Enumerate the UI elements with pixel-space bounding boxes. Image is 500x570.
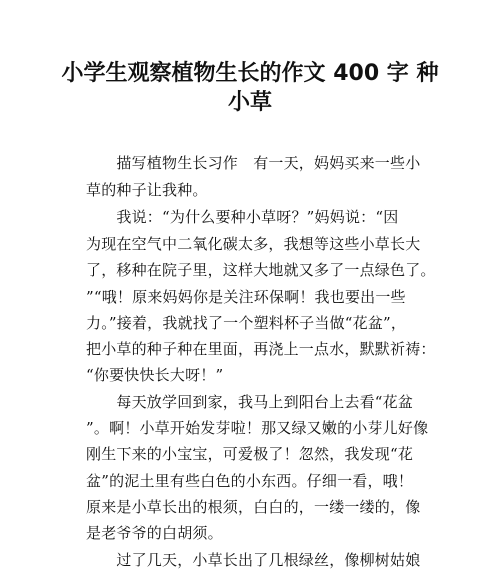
- body-text-line: “你要快快长大呀！”: [86, 366, 224, 384]
- body-text-line: 把小草的种子种在里面，再浇上一点水，默默祈祷：: [86, 340, 436, 358]
- body-text-line: ”“哦！原来妈妈你是关注环保啊！我也要出一些: [86, 288, 406, 306]
- body-text-line: 是老爷爷的白胡须。: [86, 524, 223, 542]
- body-text-line: 每天放学回到家，我马上到阳台上去看“花盆: [86, 393, 414, 411]
- body-text-line: 刚生下来的小宝宝，可爱极了！忽然，我发现“花: [86, 445, 414, 463]
- body-text-line: 为现在空气中二氧化碳太多，我想等这些小草长大: [86, 235, 421, 253]
- body-text-line: 力。”接着，我就找了一个塑料杯子当做“花盆”，: [86, 314, 407, 332]
- body-text-line: 描写植物生长习作 有一天，妈妈买来一些小: [86, 154, 421, 172]
- body-text-line: 过了几天，小草长出了几根绿丝，像柳树姑娘: [86, 551, 421, 569]
- body-text-line: ”。啊！小草开始发芽啦！那又绿又嫩的小芽儿好像: [86, 419, 429, 437]
- document-title-line-2: 小草: [227, 90, 272, 115]
- body-text-line: 盆”的泥土里有些白色的小东西。仔细一看，哦！: [86, 472, 414, 490]
- body-text-line: 我说：“为什么要种小草呀？”妈妈说：“因: [86, 208, 399, 226]
- body-text-line: 草的种子让我种。: [86, 181, 208, 199]
- body-text-line: 原来是小草长出的根须，白白的，一缕一缕的，像: [86, 498, 421, 516]
- body-text-line: 了，移种在院子里，这样大地就又多了一点绿色了。: [86, 261, 436, 279]
- document-title-line-1: 小学生观察植物生长的作文 400 字 种: [61, 61, 439, 86]
